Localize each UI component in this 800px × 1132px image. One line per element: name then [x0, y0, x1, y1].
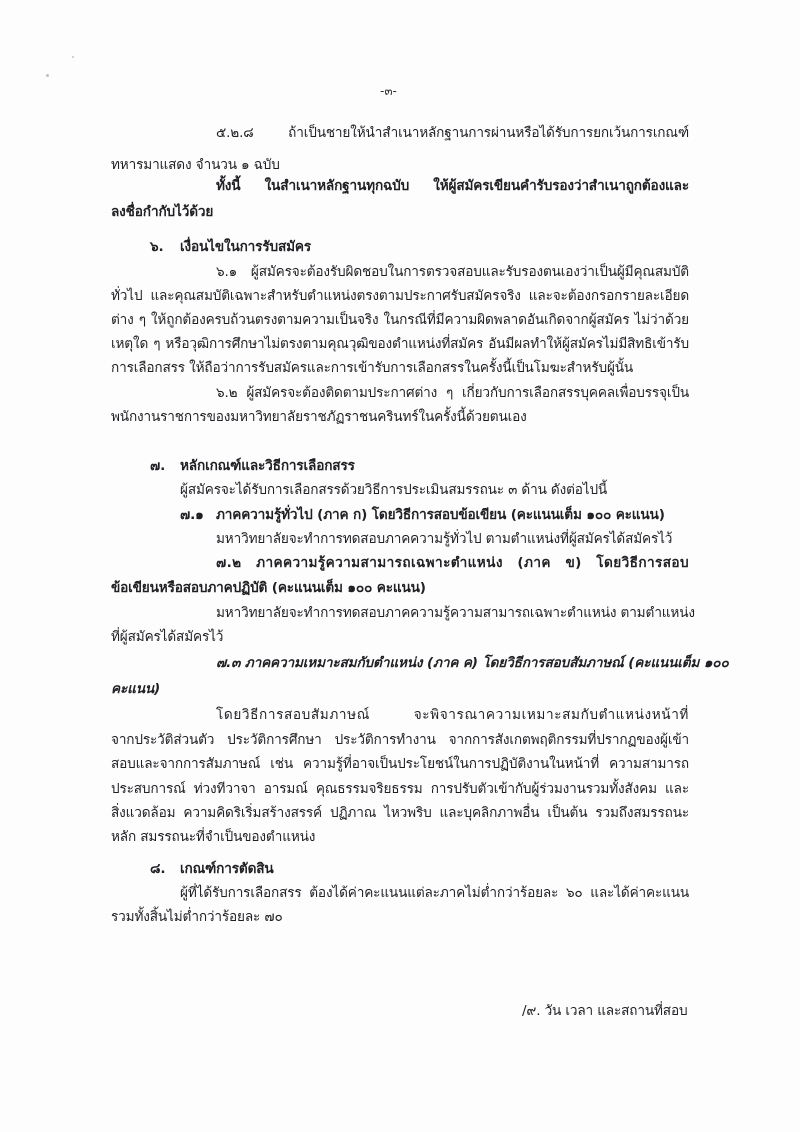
- item-7-3-title-line1: ๗.๓ ภาคความเหมาะสมกับตำแหน่ง (ภาค ค) โดยวิธีการสอบสัมภาษณ์ (คะแนนเต็ม ๑๐๐: [216, 655, 729, 671]
- section-6-number: ๖.: [150, 239, 164, 255]
- section-7-title: หลักเกณฑ์และวิธีการเลือกสรร: [180, 458, 355, 474]
- item-6-2-line: พนักงานราชการของมหาวิทยาลัยราชภัฏราชนครินทร์ในครั้งนี้ด้วยตนเอง: [111, 409, 527, 425]
- item-7-3-body-line: ประสบการณ์ ท่วงทีวาจา อารมณ์ คุณธรรมจริยธรรม การปรับตัวเข้ากับผู้ร่วมงานรวมทั้งสังคม และ: [111, 781, 689, 797]
- item-7-2-title-line2: ข้อเขียนหรือสอบภาคปฏิบัติ (คะแนนเต็ม ๑๐๐ คะแนน): [111, 580, 426, 596]
- item-7-3-body-line: โดยวิธีการสอบสัมภาษณ์ จะพิจารณาความเหมาะสมกับตำแหน่งหน้าที่: [216, 707, 689, 723]
- section-8-number: ๘.: [150, 861, 166, 877]
- item-6-1-line: ทั่วไป และคุณสมบัติเฉพาะสำหรับตำแหน่งตรงตามประกาศรับสมัครจริง และจะต้องกรอกรายละเอียด: [111, 288, 689, 304]
- section-7-number: ๗.: [150, 458, 166, 474]
- section-8-title: เกณฑ์การตัดสิน: [180, 861, 274, 877]
- item-7-3-title-line2: คะแนน): [111, 681, 161, 697]
- item-7-3-body-line: หลัก สมรรถนะที่จำเป็นของตำแหน่ง: [111, 829, 316, 845]
- certification-note-line2: ลงชื่อกำกับไว้ด้วย: [111, 204, 214, 220]
- section-8-body-line2: รวมทั้งสิ้นไม่ต่ำกว่าร้อยละ ๗๐: [111, 909, 283, 925]
- item-6-1-line: ต่าง ๆ ให้ถูกต้องครบถ้วนตรงตามความเป็นจริง ในกรณีที่มีความผิดพลาดอันเกิดจากผู้สมัคร ไม่ว่าด้วย: [111, 312, 689, 328]
- scan-speck: [46, 74, 49, 77]
- item-7-2-title-line1: ๗.๒ ภาคความรู้ความสามารถเฉพาะตำแหน่ง (ภาค ข) โดยวิธีการสอบ: [216, 555, 689, 571]
- item-7-2-body-line1: มหาวิทยาลัยจะทำการทดสอบภาคความรู้ความสามารถเฉพาะตำแหน่ง ตามตำแหน่ง: [216, 605, 695, 621]
- item-6-1-line: การเลือกสรร ให้ถือว่าการรับสมัครและการเข้ารับการเลือกสรรในครั้งนี้เป็นโมฆะสำหรับผู้นั้น: [111, 360, 634, 376]
- continuation-note: /๙. วัน เวลา และสถานที่สอบ: [522, 1003, 688, 1019]
- page-number: -๓-: [380, 84, 397, 98]
- item-6-1-line: ๖.๑ ผู้สมัครจะต้องรับผิดชอบในการตรวจสอบและรับรองตนเองว่าเป็นผู้มีคุณสมบัติ: [216, 264, 689, 280]
- scan-speck: [72, 56, 74, 58]
- item-7-1-number: ๗.๑: [180, 507, 204, 523]
- item-7-3-body-line: สิ่งแวดล้อม ความคิดริเริ่มสร้างสรรค์ ปฏิภาณ ไหวพริบ และบุคลิกภาพอื่น เป็นต้น รวมถึงสมรรถนะ: [111, 805, 689, 821]
- item-5-2-8-line1: ๕.๒.๘ ถ้าเป็นชายให้นำสำเนาหลักฐานการผ่านหรือได้รับการยกเว้นการเกณฑ์: [216, 125, 689, 141]
- item-6-1-line: เหตุใด ๆ หรือวุฒิการศึกษาไม่ตรงตามคุณวุฒิของตำแหน่งที่สมัคร อันมีผลทำให้ผู้สมัครไม่มีสิทธิเข้ารับ: [111, 336, 689, 352]
- section-6-title: เงื่อนไขในการรับสมัคร: [180, 239, 311, 255]
- item-7-2-body-line2: ที่ผู้สมัครได้สมัครไว้: [111, 629, 224, 645]
- item-7-1-body: มหาวิทยาลัยจะทำการทดสอบภาคความรู้ทั่วไป ตามตำแหน่งที่ผู้สมัครได้สมัครไว้: [216, 531, 673, 547]
- item-6-2-line: ๖.๒ ผู้สมัครจะต้องติดตามประกาศต่าง ๆ เกี่ยวกับการเลือกสรรบุคคลเพื่อบรรจุเป็น: [216, 385, 689, 401]
- section-8-body-line1: ผู้ที่ได้รับการเลือกสรร ต้องได้ค่าคะแนนแต่ละภาคไม่ต่ำกว่าร้อยละ ๖๐ และได้ค่าคะแนน: [180, 885, 689, 901]
- item-7-3-body-line: จากประวัติส่วนตัว ประวัติการศึกษา ประวัติการทำงาน จากการสังเกตพฤติกรรมที่ปรากฏของผู้เข้า: [111, 732, 689, 748]
- item-7-3-body-line: สอบและจากการสัมภาษณ์ เช่น ความรู้ที่อาจเป็นประโยชน์ในการปฏิบัติงานในหน้าที่ ความสามารถ: [111, 756, 689, 772]
- item-5-2-8-line2: ทหารมาแสดง จำนวน ๑ ฉบับ: [111, 157, 280, 173]
- item-7-1-title: ภาคความรู้ทั่วไป (ภาค ก) โดยวิธีการสอบข้อเขียน (คะแนนเต็ม ๑๐๐ คะแนน): [216, 507, 665, 523]
- section-7-intro: ผู้สมัครจะได้รับการเลือกสรรด้วยวิธีการประเมินสมรรถนะ ๓ ด้าน ดังต่อไปนี้: [180, 482, 608, 498]
- certification-note-line1: ทั้งนี้ ในสำเนาหลักฐานทุกฉบับ ให้ผู้สมัครเขียนคำรับรองว่าสำเนาถูกต้องและ: [216, 178, 689, 194]
